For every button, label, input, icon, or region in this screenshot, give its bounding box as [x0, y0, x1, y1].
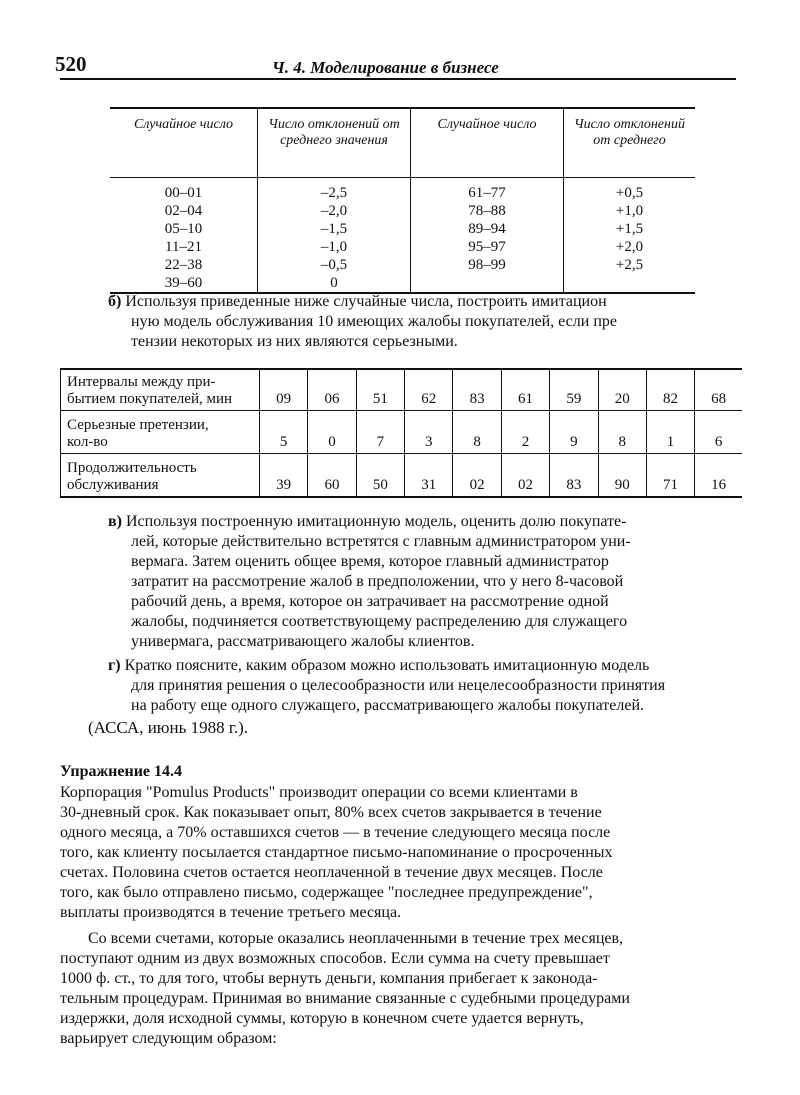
- item-g-paragraph: [108, 656, 743, 716]
- table-cell: –1,0: [320, 239, 348, 255]
- header-rule: [60, 78, 736, 80]
- text-line: вермага. Затем оценить общее время, которое главный администратор: [131, 553, 609, 570]
- row-label: [61, 369, 260, 411]
- text-line: варьирует следующим образом:: [60, 1030, 277, 1047]
- table-cell: 5: [260, 411, 308, 454]
- text-line: универмага, рассматривающего жалобы клиентов.: [131, 633, 475, 650]
- running-header-title: Ч. 4. Моделирование в бизнесе: [272, 58, 499, 77]
- table-column-random-2: [411, 178, 564, 294]
- table-header-cell: Случайное число: [411, 108, 564, 178]
- table-header-row: [110, 108, 695, 178]
- table-row: [61, 369, 743, 411]
- item-label: в): [108, 513, 122, 530]
- text-line: Со всеми счетами, которые оказались неоплаченными в течение трех месяцев,: [88, 930, 624, 947]
- table-cell: +2,5: [615, 257, 644, 273]
- table-cell: 59: [550, 369, 598, 411]
- table-column-deviation-1: [258, 178, 411, 294]
- table-cell: 83: [453, 369, 501, 411]
- table-cell: 7: [356, 411, 404, 454]
- item-label: г): [108, 657, 121, 674]
- table-header-cell: Число отклонений от среднего: [564, 108, 696, 178]
- table-cell: 06: [308, 369, 356, 411]
- table-cell: 02: [501, 454, 549, 498]
- row-label: [61, 411, 260, 454]
- table-cell: 60: [308, 454, 356, 498]
- text-line: затратит на рассмотрение жалоб в предположении, что у него 8-часовой: [131, 573, 624, 590]
- row-label-line: обслуживания: [67, 477, 159, 493]
- row-label: [61, 454, 260, 498]
- table-cell: –2,5: [320, 185, 348, 201]
- table-cell: 00–01: [164, 185, 203, 201]
- table-cell: 9: [550, 411, 598, 454]
- text-line: ную модель обслуживания 10 имеющих жалобы покупателей, если пре: [131, 313, 617, 330]
- item-v-paragraph: [108, 512, 743, 652]
- table-cell: 02: [453, 454, 501, 498]
- table-cell: +2,0: [615, 239, 644, 255]
- text-line: Корпорация "Pomulus Products" производит операции со всеми клиентами в: [60, 784, 578, 801]
- table-cell: 83: [550, 454, 598, 498]
- item-b-paragraph: [108, 292, 743, 352]
- text-line: [108, 512, 743, 532]
- table-body-row: [110, 178, 695, 294]
- table-cell: 68: [695, 369, 742, 411]
- item-label: б): [108, 293, 122, 310]
- table-column-random-1: [110, 178, 258, 294]
- table-cell: 02–04: [164, 203, 203, 219]
- text-line: жалобы, подчиняется соответствующему распределению для служащего: [131, 613, 628, 630]
- table-cell: 11–21: [165, 239, 202, 255]
- exercise-paragraph-1: [60, 783, 742, 923]
- table-cell: –1,5: [320, 221, 348, 237]
- source-note: (АССА, июнь 1988 г.).: [88, 718, 249, 737]
- table-cell: 2: [501, 411, 549, 454]
- text-line: поступают одним из двух возможных способов. Если сумма на счету превышает: [60, 950, 610, 967]
- text-line: на работу еще одного служащего, рассматривающего жалобы покупателей.: [131, 697, 645, 714]
- table-cell: 61: [501, 369, 549, 411]
- text-line: одного месяца, а 70% оставшихся счетов — в течение следующего месяца после: [60, 824, 611, 841]
- table-cell: 8: [598, 411, 646, 454]
- row-label-line: Продолжительность: [67, 460, 197, 476]
- text-line: тензии некоторых из них являются серьезными.: [131, 333, 458, 350]
- table-row: [61, 454, 743, 498]
- table-cell: +0,5: [615, 185, 644, 201]
- text-line: выплаты производятся в течение третьего месяца.: [60, 904, 402, 921]
- table-cell: +1,5: [615, 221, 644, 237]
- text-line: 1000 ф. ст., то для того, чтобы вернуть деньги, компания прибегает к законода-: [60, 970, 598, 987]
- text-line: того, как было отправлено письмо, содержащее "последнее предупреждение",: [60, 884, 593, 901]
- table-row: [61, 411, 743, 454]
- table-cell: 39: [260, 454, 308, 498]
- text-line-content: Кратко поясните, каким образом можно использовать имитационную модель: [124, 657, 650, 674]
- table-cell: 05–10: [164, 221, 203, 237]
- row-label-line: бытием покупателей, мин: [67, 391, 233, 407]
- table-cell: 31: [405, 454, 453, 498]
- table-cell: 71: [646, 454, 694, 498]
- table-cell: 78–88: [468, 203, 506, 219]
- table-cell: +1,0: [615, 203, 644, 219]
- text-line: лей, которые действительно встретятся с главным администратором уни-: [131, 533, 631, 550]
- table-cell: –0,5: [320, 257, 348, 273]
- table-cell: 22–38: [164, 257, 203, 273]
- table-header-cell: Случайное число: [110, 108, 258, 178]
- table-cell: 20: [598, 369, 646, 411]
- table-cell: 09: [260, 369, 308, 411]
- row-label-line: Серьезные претензии,: [67, 417, 209, 433]
- item-b-line: [108, 292, 743, 312]
- table-cell: 61–77: [468, 185, 506, 201]
- table-cell: 0: [330, 275, 338, 291]
- table-cell: 16: [711, 477, 727, 493]
- exercise-title: Упражнение 14.4: [60, 763, 183, 780]
- table-header-cell: Число отклонений от среднего значения: [258, 108, 411, 178]
- text-line: издержки, доля исходной суммы, которую в конечном счете удается вернуть,: [60, 1010, 584, 1027]
- table-cell: 0: [308, 411, 356, 454]
- table-cell: 90: [598, 454, 646, 498]
- table-column-deviation-2: [564, 178, 696, 294]
- exercise-paragraph-2: [60, 929, 742, 1049]
- row-label-line: Интервалы между при-: [67, 374, 216, 390]
- text-line: тельным процедурам. Принимая во внимание связанные с судебными процедурами: [60, 990, 630, 1007]
- table-cell: –2,0: [320, 203, 348, 219]
- table-cell: 8: [453, 411, 501, 454]
- table-cell: 1: [646, 411, 694, 454]
- text-line: Используя приведенные ниже случайные числа, построить имитацион: [125, 293, 607, 310]
- text-line: рабочий день, а время, которое он затрачивает на рассмотрение одной: [131, 593, 609, 610]
- text-line-content: Используя построенную имитационную модель, оценить долю покупате-: [125, 513, 627, 530]
- table-cell: 82: [646, 369, 694, 411]
- table-cell: 98–99: [468, 257, 506, 273]
- table-cell: 95–97: [468, 239, 506, 255]
- table-cell: 39–60: [164, 275, 203, 291]
- table-cell: 50: [356, 454, 404, 498]
- table-cell: 3: [405, 411, 453, 454]
- table-cell: 89–94: [468, 221, 506, 237]
- table-cell: 62: [405, 369, 453, 411]
- simulation-input-table: [60, 368, 742, 498]
- text-line: того, как клиенту посылается стандартное письмо-напоминание о просроченных: [60, 844, 613, 861]
- page-number: 520: [55, 52, 87, 76]
- table-cell: 6: [695, 411, 742, 454]
- row-label-line: кол-во: [67, 434, 108, 450]
- text-line: для принятия решения о целесообразности или нецелесообразности принятия: [131, 677, 666, 694]
- text-line: 30-дневный срок. Как показывает опыт, 80% всех счетов закрывается в течение: [60, 804, 602, 821]
- table-cell: 51: [356, 369, 404, 411]
- text-line: счетах. Половина счетов остается неоплаченной в течение двух месяцев. После: [60, 864, 603, 881]
- text-line: [108, 656, 743, 676]
- deviation-table: [110, 107, 695, 294]
